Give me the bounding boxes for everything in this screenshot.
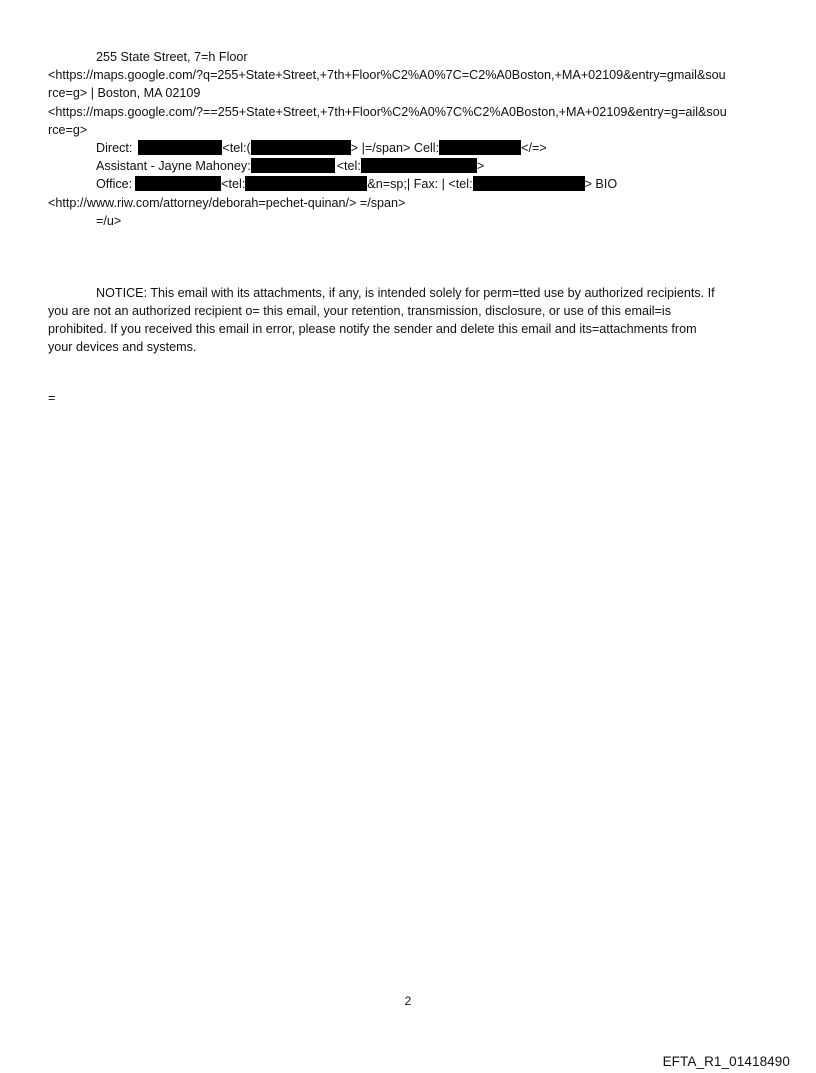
notice-line-4: your devices and systems.: [48, 340, 197, 355]
notice-line-2: you are not an authorized recipient o= this email, your retention, transmission, disclosure, or use of this email=is: [48, 304, 672, 319]
assistant-line: [48, 157, 772, 175]
spacer: [48, 230, 772, 284]
notice-line-1: NOTICE: This email with its attachments, if any, is intended solely for perm=tted use by authorized recipients. If: [96, 285, 715, 300]
office-fax: &n=sp;| Fax: | <tel:: [367, 177, 473, 192]
maps-link-1-cont: rce=g> | Boston, MA 02109: [48, 86, 201, 101]
redaction-box: [251, 158, 335, 173]
notice-paragraph: [48, 284, 772, 357]
office-label: Office:: [96, 177, 133, 192]
redaction-box: [439, 140, 521, 155]
notice-line-3: prohibited. If you received this email in error, please notify the sender and delete this email and its=attachments from: [48, 322, 697, 337]
direct-label: Direct:: [96, 140, 133, 155]
maps-link-1[interactable]: <https://maps.google.com/?q=255+State+Street,+7th+Floor%C2%A0%7C=C2%A0Boston,+MA+02109&entry=gmail&sou: [48, 68, 726, 83]
email-body: [48, 48, 772, 357]
redaction-box: [473, 176, 585, 191]
direct-cell-label: > |=/span> Cell:: [350, 140, 440, 155]
redaction-box: [138, 140, 222, 155]
office-line: [48, 175, 772, 193]
document-id: EFTA_R1_01418490: [662, 1054, 790, 1069]
direct-tel: <tel:(: [222, 140, 251, 155]
direct-line: [48, 139, 772, 157]
office-tel: <tel:: [221, 177, 246, 192]
redaction-box: [245, 176, 367, 191]
assistant-label: Assistant - Jayne Mahoney:: [96, 159, 251, 174]
address-line: 255 State Street, 7=h Floor: [96, 50, 248, 64]
direct-end: </=>: [521, 140, 547, 155]
maps-link-2[interactable]: <https://maps.google.com/?==255+State+Street,+7th+Floor%C2%A0%7C%C2%A0Boston,+MA+02109&entry=g=ail&sou: [48, 104, 727, 119]
redaction-box: [251, 140, 351, 155]
redaction-box: [361, 158, 477, 173]
assistant-end: >: [476, 159, 485, 174]
maps-link-2-cont: rce=g>: [48, 122, 88, 137]
stray-equals: =: [48, 391, 56, 405]
office-end: > BIO: [584, 177, 618, 192]
page-number: 2: [404, 994, 412, 1008]
redaction-box: [135, 176, 221, 191]
u-close: =/u>: [96, 213, 122, 228]
bio-link[interactable]: <http://www.riw.com/attorney/deborah=pechet-quinan/> =/span>: [48, 195, 406, 210]
assistant-tel: <tel:: [336, 159, 361, 174]
